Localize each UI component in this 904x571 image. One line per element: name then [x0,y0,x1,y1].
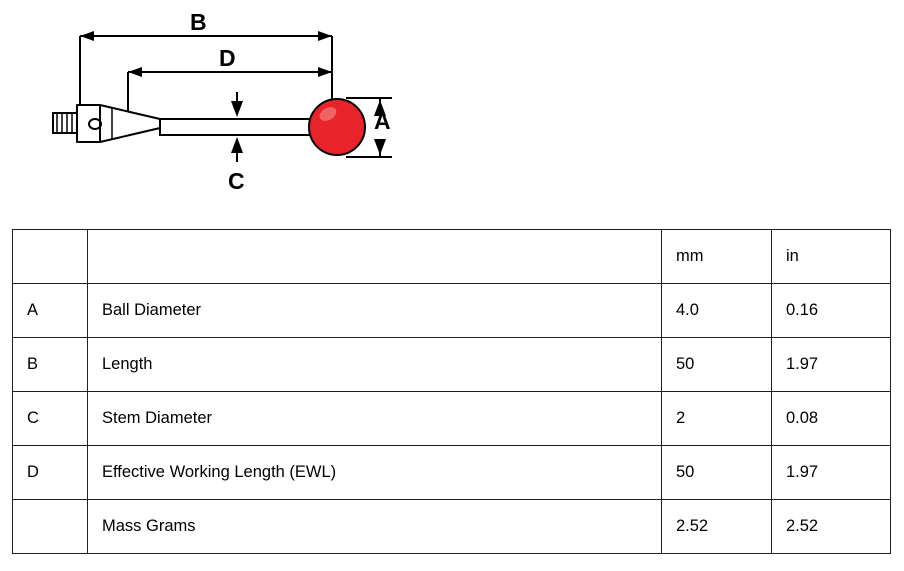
header-description [88,230,662,284]
row-key [13,500,88,554]
dimension-label-d: D [219,45,236,71]
stylus-diagram-svg [0,0,904,222]
arrowhead-a-bottom [374,139,386,155]
row-description: Effective Working Length (EWL) [88,446,662,500]
header-in: in [772,230,891,284]
row-description: Ball Diameter [88,284,662,338]
table-row [13,338,891,392]
stylus-thread [53,113,77,133]
arrowhead-c-down [231,101,243,117]
row-value-mm: 50 [662,338,772,392]
row-description: Stem Diameter [88,392,662,446]
arrowhead-d-left [128,67,142,77]
dimension-label-c: C [228,168,245,194]
header-key [13,230,88,284]
row-value-in: 1.97 [772,338,891,392]
row-value-mm: 50 [662,446,772,500]
table-row [13,284,891,338]
dimension-label-b: B [190,9,207,35]
row-description: Length [88,338,662,392]
table-row [13,392,891,446]
row-key: D [13,446,88,500]
stylus-stem [160,119,320,135]
arrowhead-b-right [318,31,332,41]
row-value-mm: 2 [662,392,772,446]
table-header-row [13,230,891,284]
row-key: B [13,338,88,392]
row-value-mm: 4.0 [662,284,772,338]
stylus-base [77,105,160,142]
arrowhead-c-up [231,137,243,153]
row-value-in: 0.08 [772,392,891,446]
row-value-in: 2.52 [772,500,891,554]
header-mm: mm [662,230,772,284]
row-description: Mass Grams [88,500,662,554]
stylus-ruby-ball [309,99,365,155]
dimension-line-b [80,36,332,120]
table-row [13,500,891,554]
row-value-mm: 2.52 [662,500,772,554]
dimension-label-a: A [374,108,391,134]
table-row [13,446,891,500]
dimension-line-d [128,72,332,124]
row-key: A [13,284,88,338]
arrowhead-d-right [318,67,332,77]
specification-table [12,229,891,554]
row-value-in: 0.16 [772,284,891,338]
stylus-diagram [0,0,904,222]
arrowhead-b-left [80,31,94,41]
row-value-in: 1.97 [772,446,891,500]
row-key: C [13,392,88,446]
